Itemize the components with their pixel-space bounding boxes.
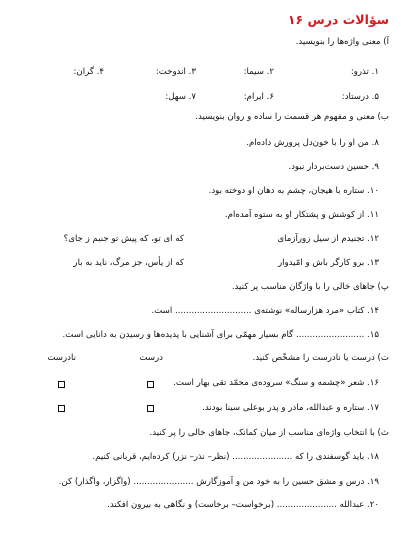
- truefalse-q17: ۱۷. ستاره و عبدالله، مادر و پدر بوعلی سینا بودند.: [202, 403, 379, 413]
- choice-q19: ۱۹. درس و مشق حسین را به خود من و آموزگارش ...................... (واگزار، واگذار) کن.: [58, 477, 379, 487]
- meaning-q13-second-hemistich: که از یأس، جز مرگ، ناید به بار: [73, 258, 184, 268]
- meaning-q13-first-hemistich: ۱۳. برو کارگر باش و امّیدوار: [277, 258, 379, 268]
- section-fill-heading: پ) جاهای خالی را با واژگان مناسب پر کنید.: [231, 282, 389, 292]
- vocab-q7: ۷. سهل:: [165, 92, 196, 102]
- vocab-q2: ۲. سیما:: [243, 67, 274, 77]
- choice-q18: ۱۸. باید گوسفندی را که ...................... (نظر– نذر– نزر) کرده‌ایم، قربانی کنیم.: [92, 452, 379, 462]
- vocab-q5: ۵. درستاد:: [341, 92, 379, 102]
- meaning-q8: ۸. من او را با خون‌دل پرورش داده‌ام.: [246, 138, 379, 148]
- fill-q14: ۱۴. کتاب «مرد هزارساله» نوشته‌ی ............................ است.: [151, 306, 379, 316]
- meaning-q10: ۱۰. ستاره با هیجان، چشم به دهان او دوخته بود.: [208, 186, 379, 196]
- section-vocab-heading: آ) معنی واژه‌ها را بنویسید.: [295, 37, 389, 47]
- fill-q15: ۱۵. ......................... گام بسیار مهمّی برای آشنایی با پدیده‌ها و رسیدن به دانایی است.: [62, 330, 379, 340]
- q17-false-checkbox[interactable]: [58, 405, 65, 412]
- meaning-q11: ۱۱. از کوشش و پشتکار او به ستوه آمده‌ام.: [224, 210, 379, 220]
- truefalse-q16: ۱۶. شعر «چشمه و سنگ» سروده‌ی محمّد تقی بهار است.: [173, 378, 379, 388]
- column-true-label: درست: [139, 353, 163, 363]
- vocab-q1: ۱. تذرو:: [350, 67, 379, 77]
- section-choice-heading: ث) با انتخاب واژه‌ای مناسب از میان کمانک، جاهای خالی را پر کنید.: [149, 428, 389, 438]
- vocab-q6: ۶. ایرام:: [243, 92, 274, 102]
- q16-true-checkbox[interactable]: [147, 381, 154, 388]
- section-truefalse-heading: ت) درست یا نادرست را مشخّص کنید.: [252, 353, 389, 363]
- meaning-q9: ۹. حسین دست‌بردار نبود.: [288, 162, 379, 172]
- q16-false-checkbox[interactable]: [58, 381, 65, 388]
- meaning-q12-first-hemistich: ۱۲. تجنیدم از سیل زورآزمای: [277, 234, 379, 244]
- q17-true-checkbox[interactable]: [147, 405, 154, 412]
- choice-q20: ۲۰. عبدالله ...................... (برخواست– برخاست) و نگاهی به بیرون افکند.: [107, 500, 379, 510]
- vocab-q3: ۳. اندوخت:: [155, 67, 196, 77]
- page-title: سؤالات درس ۱۶: [287, 12, 389, 27]
- vocab-q4: ۴. گران:: [73, 67, 104, 77]
- column-false-label: نادرست: [47, 353, 76, 363]
- section-meaning-heading: ب) معنی و مفهوم هر قسمت را ساده و روان بنویسید.: [195, 112, 389, 122]
- meaning-q12-second-hemistich: که ای تو، که پیش تو جنبم ز جای؟: [63, 234, 184, 244]
